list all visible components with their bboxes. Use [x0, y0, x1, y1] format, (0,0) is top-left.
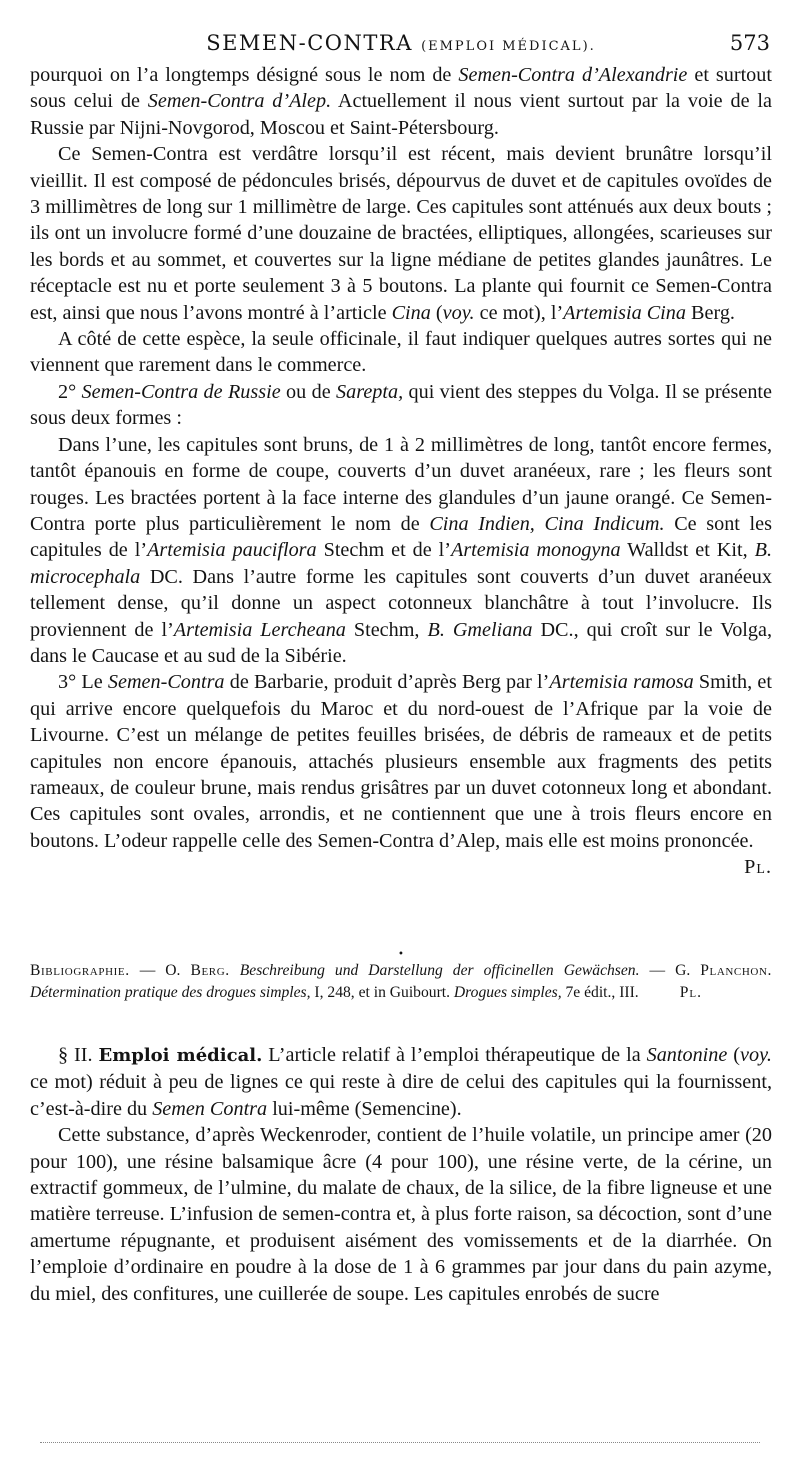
section-emploi-medical [30, 1042, 772, 1307]
italic-text: Semen-Contra d’Alep. [147, 90, 332, 113]
body-text [30, 62, 772, 881]
text-run: — G. [639, 962, 701, 979]
section-paragraph [30, 1042, 772, 1122]
text-run: Walldst et Kit, [620, 539, 755, 562]
text-run: Ce Semen-Contra est verdâtre lorsqu’il est récent, mais devient brunâtre lorsqu’il vieillit. Il est composé de pédoncules brisés, dépourvus de duvet et de capitules ovoïdes de 3 millimètres de long sur 1 millimètre de large. Ces capitules sont atténués aux deux bouts ; ils ont un involucre formé d’une douzaine de bractées, elliptiques, allongées, scarieuses sur les bords et au sommet, et couvertes sur la ligne médiane de petites glandes jaunâtres. Le réceptacle est nu et porte seulement 3 à 5 boutons. La plante qui fournit ce Semen-Contra est, ainsi que nous l’avons montré à l’article [30, 143, 772, 324]
body-paragraph [30, 326, 772, 379]
text-run: DC. Dans l’autre forme les capitules sont couverts d’un duvet aranéeux tellement dense, qu’il donne un aspect cotonneux blanchâtre à tout l’involucre. Ils proviennent de l’ [30, 565, 772, 641]
text-run: Cette substance, d’après Weckenroder, contient de l’huile volatile, un principe amer (20 pour 100), une résine balsamique âcre (4 pour 100), une résine verte, de la cérine, un extractif gommeux, de l’ulmine, du malate de chaux, de la silice, de la fibre ligneuse et une matière terreuse. L’infusion de semen-contra et, à plus forte raison, sa décoction, sont d’une amertume répugnante, et produisent aisément des vomissements et de la diarrhée. On l’emploie d’ordinaire en poudre à la dose de 1 à 6 grammes par jour dans du pain azyme, du miel, des confitures, une cuillerée de soupe. Les capitules enrobés de sucre [30, 1124, 772, 1305]
text-run: A côté de cette espèce, la seule officinale, il faut indiquer quelques autres sortes qui ne viennent que rarement dans le commerce. [30, 328, 772, 377]
text-run: — O. [129, 962, 191, 979]
italic-text: Beschreibung und Darstellung der officinellen Gewächsen. [239, 962, 640, 979]
text-run: ( [430, 301, 443, 324]
italic-text: Semen-Contra d’Alexandrie [458, 64, 688, 86]
text-run: ( [727, 1044, 741, 1066]
text-run: Dans l’une, les capitules sont bruns, de 1 à 2 millimètres de long, tantôt encore fermes, tantôt épanouis en forme de coupe, couverts d’un duvet aranéeux, rare ; les fleurs sont rouges. Les bractées portent à la face interne des glandules d’un jaune orangé. Ce Semen-Contra porte plus particulièrement le nom de [30, 433, 772, 535]
italic-text: Artemisia monogyna [450, 539, 621, 562]
text-run [230, 962, 240, 979]
section-heading: Emploi médical. [98, 1045, 263, 1066]
italic-text: Artemisia pauciflora [147, 539, 317, 562]
italic-text: Artemisia Cina [563, 301, 686, 324]
italic-text: Artemisia Lercheana [173, 618, 346, 641]
body-paragraph [30, 669, 772, 879]
author-signature: Pl. [744, 856, 772, 879]
text-run: et surtout sous celui de [30, 64, 772, 113]
running-title [30, 28, 772, 62]
text-run: 3° Le [58, 671, 108, 694]
text-run: de Barbarie, produit d’après Berg par l’ [224, 671, 550, 694]
text-run: qui vient des steppes du Volga. Il se présente sous deux formes : [30, 380, 772, 430]
bibliography-paragraph [30, 960, 772, 1004]
italic-text: Détermination pratique des drogues simples, [30, 984, 311, 1001]
text-run: lui-même (Semencine). [267, 1097, 462, 1120]
small-caps-text: Berg. [190, 962, 230, 979]
text-run: I, 248, et in Guibourt. [310, 984, 454, 1001]
text-run: Ce sont les capitules de l’ [30, 512, 772, 562]
body-paragraph [30, 379, 772, 432]
text-run: ce mot), l’ [474, 301, 564, 324]
italic-text: Drogues simples, [453, 984, 562, 1001]
running-head [30, 28, 772, 58]
text-run: DC., qui croît sur le Volga, dans le Caucase et au sud de la Sibérie. [30, 618, 773, 667]
separator-mark: • [398, 949, 404, 960]
bottom-rule [40, 1434, 760, 1443]
small-caps-text: Bibliographie. [30, 962, 130, 979]
italic-text: voy. [740, 1044, 772, 1066]
body-paragraph [30, 62, 772, 141]
text-run: 2° [58, 380, 82, 403]
text-run: Berg. [685, 301, 735, 324]
bibliography-signature: Pl. [679, 984, 702, 1001]
italic-text: B. Gmeliana [427, 618, 533, 641]
italic-text: Cina [391, 301, 431, 324]
text-run: Actuellement il nous vient surtout par la voie de la Russie par Nijni-Novgorod, Moscou et Saint-Pétersbourg. [30, 90, 773, 139]
body-paragraph [30, 432, 772, 670]
text-run: Stechm, [345, 618, 428, 641]
section-number: § II. [58, 1044, 99, 1066]
text-run: ce mot) réduit à peu de lignes ce qui reste à dire de celui des capitules qui la fournissent, c’est-à-dire du [30, 1071, 772, 1120]
italic-text: Artemisia ramosa [549, 671, 694, 694]
header-title: SEMEN-CONTRA [206, 31, 413, 55]
italic-text: Cina Indien, Cina Indicum. [429, 512, 665, 535]
italic-text: Santonine [646, 1044, 728, 1066]
text-run: 7e édit., III. [561, 984, 639, 1001]
bibliography [30, 960, 772, 1004]
section-paragraph [30, 1122, 772, 1307]
text-run: Stechm et de l’ [316, 539, 451, 562]
italic-text: Semen Contra [152, 1097, 268, 1120]
section-body [30, 1042, 772, 1307]
text-run: Smith, et qui arrive encore quelquefois du Maroc et du nord-ouest de l’Afrique par la voie de Livourne. C’est un mélange de petites feuilles brisées, de débris de rameaux et de petits capitules non encore épanouis, attachés plusieurs ensemble aux fragments des petits rameaux, de couleur brune, mais rendus grisâtres par un duvet cotonneux long et abondant. Ces capitules sont ovales, arrondis, et ne contiennent que une à trois fleurs encore en boutons. L’odeur rappelle celle des Semen-Contra d’Alep, mais elle est moins prononcée. [30, 671, 772, 852]
header-subtitle: (EMPLOI MÉDICAL). [421, 39, 596, 54]
text-run: ou de [280, 380, 337, 403]
italic-text: voy. [442, 301, 475, 324]
italic-text: Semen-Contra [107, 671, 225, 694]
small-caps-text: Planchon. [700, 962, 772, 979]
body-paragraph [30, 141, 772, 326]
text-run: pourquoi on l’a longtemps désigné sous le nom de [30, 64, 459, 86]
italic-text: B. microcephala [30, 539, 772, 588]
italic-text: Semen-Contra de Russie [81, 380, 281, 403]
italic-text: Sarepta, [336, 380, 404, 403]
text-run: L’article relatif à l’emploi thérapeutique de la [268, 1044, 647, 1066]
page-number: 573 [729, 31, 770, 55]
